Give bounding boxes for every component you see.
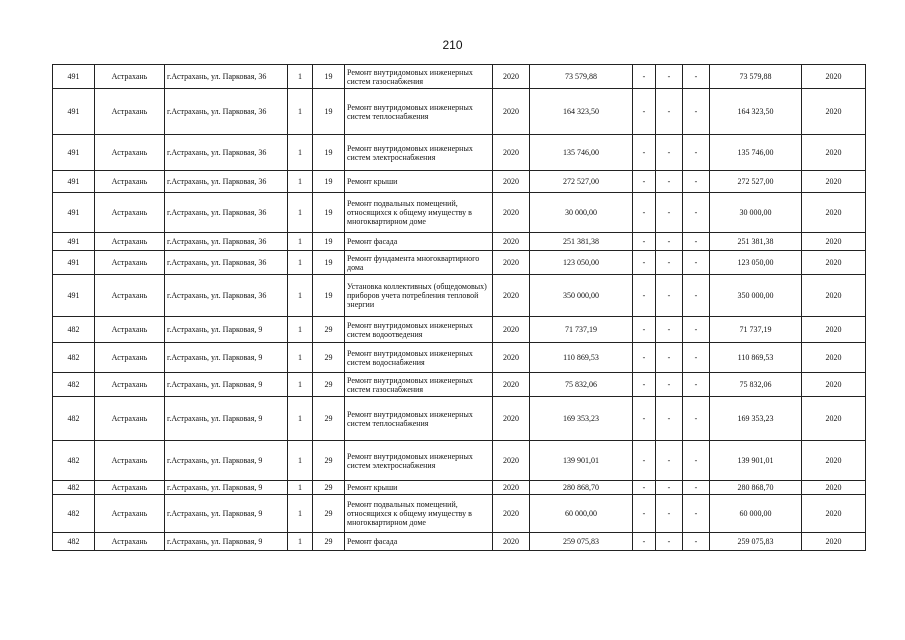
total-cost-cell: 30 000,00 (530, 193, 633, 233)
fund-amount-cell: 350 000,00 (710, 275, 802, 317)
column-1-cell: 1 (288, 495, 313, 533)
fund-amount-cell: 169 353,23 (710, 397, 802, 441)
dash-cell-3: - (683, 343, 710, 373)
total-cost-cell: 123 050,00 (530, 251, 633, 275)
city-cell: Астрахань (95, 441, 165, 481)
fund-amount-cell: 164 323,50 (710, 89, 802, 135)
column-2-cell: 19 (313, 233, 345, 251)
work-type-cell: Ремонт подвальных помещений, относящихся к общему имуществу в многоквартирном доме (345, 193, 493, 233)
work-type-cell: Ремонт внутридомовых инженерных систем газоснабжения (345, 65, 493, 89)
row-number: 491 (53, 251, 95, 275)
fund-amount-cell: 251 381,38 (710, 233, 802, 251)
table-row (53, 343, 866, 373)
dash-cell-2: - (656, 373, 683, 397)
dash-cell-2: - (656, 251, 683, 275)
dash-cell-1: - (633, 317, 656, 343)
dash-cell-1: - (633, 481, 656, 495)
dash-cell-2: - (656, 135, 683, 171)
table-row (53, 373, 866, 397)
dash-cell-3: - (683, 171, 710, 193)
total-cost-cell: 110 869,53 (530, 343, 633, 373)
column-1-cell: 1 (288, 233, 313, 251)
year-cell: 2020 (493, 343, 530, 373)
year-cell: 2020 (493, 495, 530, 533)
dash-cell-1: - (633, 135, 656, 171)
column-2-cell: 29 (313, 397, 345, 441)
total-cost-cell: 135 746,00 (530, 135, 633, 171)
table-row (53, 171, 866, 193)
row-number: 482 (53, 441, 95, 481)
fund-amount-cell: 60 000,00 (710, 495, 802, 533)
column-2-cell: 29 (313, 441, 345, 481)
end-year-cell: 2020 (802, 135, 866, 171)
column-2-cell: 19 (313, 275, 345, 317)
column-2-cell: 29 (313, 481, 345, 495)
address-cell: г.Астрахань, ул. Парковая, 9 (165, 373, 288, 397)
dash-cell-1: - (633, 65, 656, 89)
address-cell: г.Астрахань, ул. Парковая, 36 (165, 171, 288, 193)
dash-cell-3: - (683, 373, 710, 397)
dash-cell-2: - (656, 89, 683, 135)
work-type-cell: Ремонт крыши (345, 481, 493, 495)
dash-cell-2: - (656, 533, 683, 551)
dash-cell-3: - (683, 89, 710, 135)
dash-cell-1: - (633, 251, 656, 275)
address-cell: г.Астрахань, ул. Парковая, 9 (165, 317, 288, 343)
table-row (53, 397, 866, 441)
column-2-cell: 29 (313, 317, 345, 343)
table-row (53, 317, 866, 343)
column-1-cell: 1 (288, 65, 313, 89)
city-cell: Астрахань (95, 251, 165, 275)
year-cell: 2020 (493, 373, 530, 397)
work-type-cell: Ремонт подвальных помещений, относящихся к общему имуществу в многоквартирном доме (345, 495, 493, 533)
column-1-cell: 1 (288, 251, 313, 275)
dash-cell-2: - (656, 495, 683, 533)
table-row (53, 193, 866, 233)
column-1-cell: 1 (288, 373, 313, 397)
end-year-cell: 2020 (802, 533, 866, 551)
column-2-cell: 19 (313, 135, 345, 171)
column-2-cell: 19 (313, 193, 345, 233)
dash-cell-3: - (683, 441, 710, 481)
dash-cell-3: - (683, 65, 710, 89)
row-number: 482 (53, 343, 95, 373)
city-cell: Астрахань (95, 317, 165, 343)
table-row (53, 89, 866, 135)
column-2-cell: 19 (313, 251, 345, 275)
dash-cell-3: - (683, 397, 710, 441)
column-1-cell: 1 (288, 171, 313, 193)
end-year-cell: 2020 (802, 275, 866, 317)
dash-cell-2: - (656, 233, 683, 251)
city-cell: Астрахань (95, 533, 165, 551)
city-cell: Астрахань (95, 495, 165, 533)
address-cell: г.Астрахань, ул. Парковая, 36 (165, 89, 288, 135)
dash-cell-1: - (633, 533, 656, 551)
end-year-cell: 2020 (802, 233, 866, 251)
row-number: 482 (53, 317, 95, 343)
dash-cell-2: - (656, 343, 683, 373)
total-cost-cell: 169 353,23 (530, 397, 633, 441)
table-row (53, 495, 866, 533)
fund-amount-cell: 139 901,01 (710, 441, 802, 481)
end-year-cell: 2020 (802, 373, 866, 397)
city-cell: Астрахань (95, 89, 165, 135)
dash-cell-3: - (683, 193, 710, 233)
address-cell: г.Астрахань, ул. Парковая, 9 (165, 397, 288, 441)
end-year-cell: 2020 (802, 317, 866, 343)
fund-amount-cell: 259 075,83 (710, 533, 802, 551)
year-cell: 2020 (493, 441, 530, 481)
work-type-cell: Ремонт внутридомовых инженерных систем водоснабжения (345, 343, 493, 373)
row-number: 491 (53, 193, 95, 233)
dash-cell-1: - (633, 373, 656, 397)
column-2-cell: 29 (313, 533, 345, 551)
work-type-cell: Ремонт внутридомовых инженерных систем электроснабжения (345, 441, 493, 481)
address-cell: г.Астрахань, ул. Парковая, 9 (165, 441, 288, 481)
year-cell: 2020 (493, 233, 530, 251)
year-cell: 2020 (493, 65, 530, 89)
year-cell: 2020 (493, 397, 530, 441)
work-type-cell: Ремонт внутридомовых инженерных систем водоотведения (345, 317, 493, 343)
dash-cell-3: - (683, 251, 710, 275)
column-2-cell: 19 (313, 171, 345, 193)
column-1-cell: 1 (288, 193, 313, 233)
total-cost-cell: 251 381,38 (530, 233, 633, 251)
fund-amount-cell: 135 746,00 (710, 135, 802, 171)
address-cell: г.Астрахань, ул. Парковая, 9 (165, 343, 288, 373)
work-type-cell: Ремонт фасада (345, 533, 493, 551)
year-cell: 2020 (493, 481, 530, 495)
end-year-cell: 2020 (802, 251, 866, 275)
dash-cell-2: - (656, 171, 683, 193)
table-row (53, 135, 866, 171)
column-1-cell: 1 (288, 135, 313, 171)
column-1-cell: 1 (288, 317, 313, 343)
work-type-cell: Ремонт внутридомовых инженерных систем газоснабжения (345, 373, 493, 397)
dash-cell-2: - (656, 275, 683, 317)
end-year-cell: 2020 (802, 171, 866, 193)
city-cell: Астрахань (95, 397, 165, 441)
address-cell: г.Астрахань, ул. Парковая, 36 (165, 275, 288, 317)
total-cost-cell: 71 737,19 (530, 317, 633, 343)
row-number: 491 (53, 233, 95, 251)
address-cell: г.Астрахань, ул. Парковая, 36 (165, 251, 288, 275)
row-number: 482 (53, 397, 95, 441)
table-row (53, 65, 866, 89)
total-cost-cell: 164 323,50 (530, 89, 633, 135)
dash-cell-3: - (683, 495, 710, 533)
fund-amount-cell: 123 050,00 (710, 251, 802, 275)
dash-cell-1: - (633, 275, 656, 317)
row-number: 491 (53, 65, 95, 89)
year-cell: 2020 (493, 193, 530, 233)
total-cost-cell: 350 000,00 (530, 275, 633, 317)
total-cost-cell: 280 868,70 (530, 481, 633, 495)
end-year-cell: 2020 (802, 481, 866, 495)
column-2-cell: 29 (313, 373, 345, 397)
dash-cell-2: - (656, 65, 683, 89)
column-1-cell: 1 (288, 89, 313, 135)
column-1-cell: 1 (288, 343, 313, 373)
dash-cell-1: - (633, 441, 656, 481)
table-row (53, 251, 866, 275)
table-row (53, 441, 866, 481)
address-cell: г.Астрахань, ул. Парковая, 9 (165, 533, 288, 551)
table-row (53, 233, 866, 251)
column-2-cell: 19 (313, 65, 345, 89)
dash-cell-3: - (683, 533, 710, 551)
column-2-cell: 29 (313, 495, 345, 533)
end-year-cell: 2020 (802, 397, 866, 441)
year-cell: 2020 (493, 533, 530, 551)
city-cell: Астрахань (95, 373, 165, 397)
city-cell: Астрахань (95, 275, 165, 317)
city-cell: Астрахань (95, 135, 165, 171)
address-cell: г.Астрахань, ул. Парковая, 36 (165, 233, 288, 251)
column-1-cell: 1 (288, 441, 313, 481)
city-cell: Астрахань (95, 481, 165, 495)
total-cost-cell: 75 832,06 (530, 373, 633, 397)
column-1-cell: 1 (288, 275, 313, 317)
city-cell: Астрахань (95, 65, 165, 89)
column-1-cell: 1 (288, 533, 313, 551)
dash-cell-2: - (656, 481, 683, 495)
row-number: 482 (53, 373, 95, 397)
work-type-cell: Ремонт фасада (345, 233, 493, 251)
dash-cell-1: - (633, 193, 656, 233)
total-cost-cell: 272 527,00 (530, 171, 633, 193)
dash-cell-2: - (656, 193, 683, 233)
year-cell: 2020 (493, 171, 530, 193)
row-number: 482 (53, 495, 95, 533)
dash-cell-1: - (633, 495, 656, 533)
table-row (53, 275, 866, 317)
dash-cell-2: - (656, 397, 683, 441)
dash-cell-2: - (656, 441, 683, 481)
dash-cell-1: - (633, 397, 656, 441)
address-cell: г.Астрахань, ул. Парковая, 36 (165, 65, 288, 89)
end-year-cell: 2020 (802, 441, 866, 481)
fund-amount-cell: 30 000,00 (710, 193, 802, 233)
dash-cell-3: - (683, 233, 710, 251)
page-number: 210 (442, 38, 463, 52)
dash-cell-3: - (683, 275, 710, 317)
work-type-cell: Ремонт фундамента многоквартирного дома (345, 251, 493, 275)
fund-amount-cell: 73 579,88 (710, 65, 802, 89)
row-number: 482 (53, 481, 95, 495)
dash-cell-3: - (683, 481, 710, 495)
work-type-cell: Ремонт внутридомовых инженерных систем теплоснабжения (345, 397, 493, 441)
dash-cell-2: - (656, 317, 683, 343)
city-cell: Астрахань (95, 171, 165, 193)
column-1-cell: 1 (288, 397, 313, 441)
work-type-cell: Установка коллективных (общедомовых) приборов учета потребления тепловой энергии (345, 275, 493, 317)
dash-cell-1: - (633, 171, 656, 193)
end-year-cell: 2020 (802, 89, 866, 135)
fund-amount-cell: 71 737,19 (710, 317, 802, 343)
end-year-cell: 2020 (802, 343, 866, 373)
repair-table (52, 64, 866, 551)
dash-cell-3: - (683, 135, 710, 171)
dash-cell-3: - (683, 317, 710, 343)
column-1-cell: 1 (288, 481, 313, 495)
row-number: 491 (53, 89, 95, 135)
total-cost-cell: 60 000,00 (530, 495, 633, 533)
address-cell: г.Астрахань, ул. Парковая, 9 (165, 495, 288, 533)
fund-amount-cell: 75 832,06 (710, 373, 802, 397)
city-cell: Астрахань (95, 343, 165, 373)
work-type-cell: Ремонт крыши (345, 171, 493, 193)
column-2-cell: 19 (313, 89, 345, 135)
address-cell: г.Астрахань, ул. Парковая, 9 (165, 481, 288, 495)
dash-cell-1: - (633, 343, 656, 373)
year-cell: 2020 (493, 89, 530, 135)
end-year-cell: 2020 (802, 193, 866, 233)
total-cost-cell: 73 579,88 (530, 65, 633, 89)
year-cell: 2020 (493, 251, 530, 275)
city-cell: Астрахань (95, 233, 165, 251)
work-type-cell: Ремонт внутридомовых инженерных систем теплоснабжения (345, 89, 493, 135)
fund-amount-cell: 110 869,53 (710, 343, 802, 373)
row-number: 491 (53, 275, 95, 317)
row-number: 491 (53, 171, 95, 193)
fund-amount-cell: 280 868,70 (710, 481, 802, 495)
year-cell: 2020 (493, 135, 530, 171)
address-cell: г.Астрахань, ул. Парковая, 36 (165, 135, 288, 171)
end-year-cell: 2020 (802, 65, 866, 89)
year-cell: 2020 (493, 275, 530, 317)
fund-amount-cell: 272 527,00 (710, 171, 802, 193)
year-cell: 2020 (493, 317, 530, 343)
address-cell: г.Астрахань, ул. Парковая, 36 (165, 193, 288, 233)
total-cost-cell: 139 901,01 (530, 441, 633, 481)
dash-cell-1: - (633, 233, 656, 251)
row-number: 482 (53, 533, 95, 551)
total-cost-cell: 259 075,83 (530, 533, 633, 551)
table-row (53, 481, 866, 495)
end-year-cell: 2020 (802, 495, 866, 533)
row-number: 491 (53, 135, 95, 171)
column-2-cell: 29 (313, 343, 345, 373)
dash-cell-1: - (633, 89, 656, 135)
city-cell: Астрахань (95, 193, 165, 233)
work-type-cell: Ремонт внутридомовых инженерных систем электроснабжения (345, 135, 493, 171)
table-row (53, 533, 866, 551)
